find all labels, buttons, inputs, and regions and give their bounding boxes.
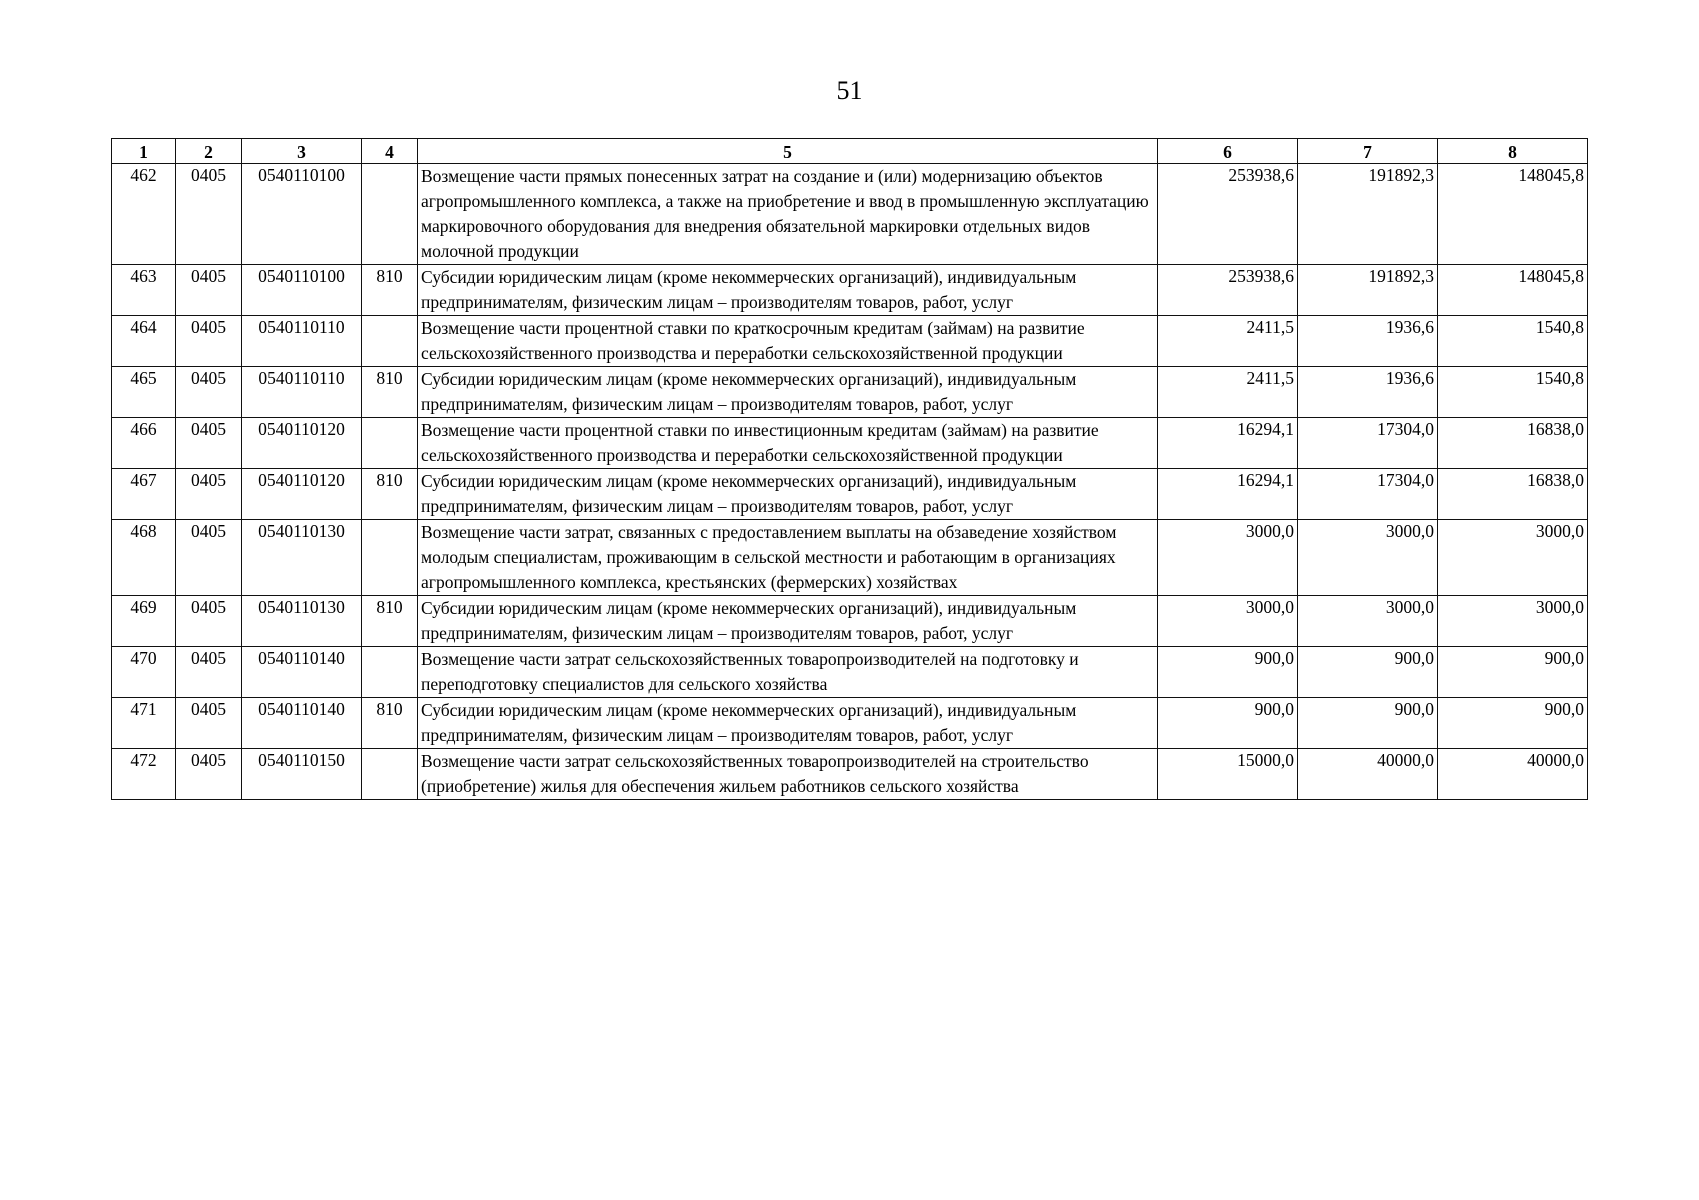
expense-type-cell: 810 xyxy=(362,469,418,520)
amount-col6-cell: 2411,5 xyxy=(1158,316,1298,367)
row-number-cell: 469 xyxy=(112,596,176,647)
target-code-cell: 0540110130 xyxy=(242,596,362,647)
amount-col8-cell: 1540,8 xyxy=(1438,316,1588,367)
expense-type-cell: 810 xyxy=(362,698,418,749)
amount-col8-cell: 148045,8 xyxy=(1438,164,1588,265)
header-row xyxy=(112,139,1588,164)
amount-col8-cell: 3000,0 xyxy=(1438,520,1588,596)
section-code-cell: 0405 xyxy=(176,164,242,265)
section-code-cell: 0405 xyxy=(176,316,242,367)
column-header: 5 xyxy=(418,139,1158,164)
section-code-cell: 0405 xyxy=(176,698,242,749)
section-code-cell: 0405 xyxy=(176,367,242,418)
column-header: 4 xyxy=(362,139,418,164)
expense-type-cell: 810 xyxy=(362,596,418,647)
expense-type-cell xyxy=(362,418,418,469)
budget-table xyxy=(111,138,1588,800)
table-body xyxy=(112,164,1588,800)
target-code-cell: 0540110140 xyxy=(242,647,362,698)
amount-col7-cell: 17304,0 xyxy=(1298,469,1438,520)
section-code-cell: 0405 xyxy=(176,749,242,800)
table-row xyxy=(112,469,1588,520)
description-cell: Возмещение части затрат сельскохозяйственных товаропроизводителей на строительство (приобретение) жилья для обеспечения жильем работников сельского хозяйства xyxy=(418,749,1158,800)
row-number-cell: 471 xyxy=(112,698,176,749)
section-code-cell: 0405 xyxy=(176,418,242,469)
amount-col7-cell: 900,0 xyxy=(1298,647,1438,698)
amount-col7-cell: 191892,3 xyxy=(1298,164,1438,265)
section-code-cell: 0405 xyxy=(176,596,242,647)
row-number-cell: 466 xyxy=(112,418,176,469)
amount-col6-cell: 253938,6 xyxy=(1158,164,1298,265)
section-code-cell: 0405 xyxy=(176,265,242,316)
amount-col8-cell: 40000,0 xyxy=(1438,749,1588,800)
row-number-cell: 465 xyxy=(112,367,176,418)
table-row xyxy=(112,698,1588,749)
table-row xyxy=(112,164,1588,265)
column-header: 7 xyxy=(1298,139,1438,164)
amount-col6-cell: 253938,6 xyxy=(1158,265,1298,316)
amount-col8-cell: 16838,0 xyxy=(1438,418,1588,469)
amount-col6-cell: 2411,5 xyxy=(1158,367,1298,418)
expense-type-cell xyxy=(362,164,418,265)
description-cell: Возмещение части затрат, связанных с предоставлением выплаты на обзаведение хозяйством молодым специалистам, проживающим в сельской местности и работающим в организациях агропромышленного комплекса, крестьянских (фермерских) хозяйствах xyxy=(418,520,1158,596)
target-code-cell: 0540110110 xyxy=(242,316,362,367)
amount-col7-cell: 1936,6 xyxy=(1298,367,1438,418)
description-cell: Субсидии юридическим лицам (кроме некоммерческих организаций), индивидуальным предпринимателям, физическим лицам – производителям товаров, работ, услуг xyxy=(418,596,1158,647)
amount-col6-cell: 15000,0 xyxy=(1158,749,1298,800)
page-number: 51 xyxy=(836,76,863,105)
row-number-cell: 464 xyxy=(112,316,176,367)
description-cell: Субсидии юридическим лицам (кроме некоммерческих организаций), индивидуальным предпринимателям, физическим лицам – производителям товаров, работ, услуг xyxy=(418,367,1158,418)
amount-col6-cell: 16294,1 xyxy=(1158,418,1298,469)
amount-col8-cell: 1540,8 xyxy=(1438,367,1588,418)
amount-col7-cell: 1936,6 xyxy=(1298,316,1438,367)
expense-type-cell: 810 xyxy=(362,265,418,316)
description-cell: Возмещение части затрат сельскохозяйственных товаропроизводителей на подготовку и переподготовку специалистов для сельского хозяйства xyxy=(418,647,1158,698)
column-header: 6 xyxy=(1158,139,1298,164)
amount-col6-cell: 3000,0 xyxy=(1158,520,1298,596)
amount-col6-cell: 900,0 xyxy=(1158,647,1298,698)
description-cell: Возмещение части процентной ставки по инвестиционным кредитам (займам) на развитие сельскохозяйственного производства и переработки сельскохозяйственной продукции xyxy=(418,418,1158,469)
expense-type-cell xyxy=(362,749,418,800)
amount-col7-cell: 17304,0 xyxy=(1298,418,1438,469)
amount-col8-cell: 16838,0 xyxy=(1438,469,1588,520)
amount-col7-cell: 3000,0 xyxy=(1298,520,1438,596)
column-header: 3 xyxy=(242,139,362,164)
amount-col8-cell: 148045,8 xyxy=(1438,265,1588,316)
target-code-cell: 0540110110 xyxy=(242,367,362,418)
table-row xyxy=(112,647,1588,698)
row-number-cell: 463 xyxy=(112,265,176,316)
amount-col7-cell: 191892,3 xyxy=(1298,265,1438,316)
section-code-cell: 0405 xyxy=(176,647,242,698)
description-cell: Субсидии юридическим лицам (кроме некоммерческих организаций), индивидуальным предпринимателям, физическим лицам – производителям товаров, работ, услуг xyxy=(418,469,1158,520)
target-code-cell: 0540110120 xyxy=(242,418,362,469)
description-cell: Субсидии юридическим лицам (кроме некоммерческих организаций), индивидуальным предпринимателям, физическим лицам – производителям товаров, работ, услуг xyxy=(418,265,1158,316)
table-row xyxy=(112,316,1588,367)
table-row xyxy=(112,596,1588,647)
expense-type-cell xyxy=(362,316,418,367)
expense-type-cell xyxy=(362,520,418,596)
amount-col6-cell: 900,0 xyxy=(1158,698,1298,749)
table-row xyxy=(112,418,1588,469)
target-code-cell: 0540110150 xyxy=(242,749,362,800)
amount-col6-cell: 16294,1 xyxy=(1158,469,1298,520)
expense-type-cell: 810 xyxy=(362,367,418,418)
description-cell: Возмещение части процентной ставки по краткосрочным кредитам (займам) на развитие сельскохозяйственного производства и переработки сельскохозяйственной продукции xyxy=(418,316,1158,367)
row-number-cell: 467 xyxy=(112,469,176,520)
table-row xyxy=(112,265,1588,316)
amount-col8-cell: 900,0 xyxy=(1438,647,1588,698)
amount-col7-cell: 3000,0 xyxy=(1298,596,1438,647)
target-code-cell: 0540110100 xyxy=(242,164,362,265)
section-code-cell: 0405 xyxy=(176,469,242,520)
row-number-cell: 462 xyxy=(112,164,176,265)
description-cell: Субсидии юридическим лицам (кроме некоммерческих организаций), индивидуальным предпринимателям, физическим лицам – производителям товаров, работ, услуг xyxy=(418,698,1158,749)
expense-type-cell xyxy=(362,647,418,698)
column-header: 2 xyxy=(176,139,242,164)
amount-col8-cell: 900,0 xyxy=(1438,698,1588,749)
table-row xyxy=(112,520,1588,596)
target-code-cell: 0540110140 xyxy=(242,698,362,749)
amount-col8-cell: 3000,0 xyxy=(1438,596,1588,647)
target-code-cell: 0540110120 xyxy=(242,469,362,520)
table-row xyxy=(112,749,1588,800)
amount-col6-cell: 3000,0 xyxy=(1158,596,1298,647)
row-number-cell: 470 xyxy=(112,647,176,698)
section-code-cell: 0405 xyxy=(176,520,242,596)
amount-col7-cell: 40000,0 xyxy=(1298,749,1438,800)
row-number-cell: 472 xyxy=(112,749,176,800)
target-code-cell: 0540110130 xyxy=(242,520,362,596)
description-cell: Возмещение части прямых понесенных затрат на создание и (или) модернизацию объектов агропромышленного комплекса, а также на приобретение и ввод в промышленную эксплуатацию маркировочного оборудования для внедрения обязательной маркировки отдельных видов молочной продукции xyxy=(418,164,1158,265)
table-row xyxy=(112,367,1588,418)
amount-col7-cell: 900,0 xyxy=(1298,698,1438,749)
row-number-cell: 468 xyxy=(112,520,176,596)
column-header: 8 xyxy=(1438,139,1588,164)
target-code-cell: 0540110100 xyxy=(242,265,362,316)
column-header: 1 xyxy=(112,139,176,164)
